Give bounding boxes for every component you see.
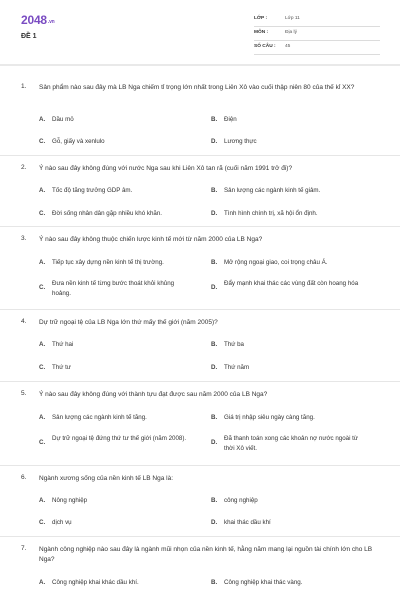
option-text: Đã thanh toán xong các khoản nợ nước ngoài từ thời Xô viết. bbox=[224, 435, 359, 452]
question-number: 4. bbox=[21, 318, 27, 325]
question-text: Ý nào sau đây không đúng với nước Nga sau khi Liên Xô tan rã (cuối năm 1991 trở đi)? bbox=[39, 165, 293, 172]
option-text: Thứ ba bbox=[224, 341, 244, 348]
exam-id: ĐỀ 1 bbox=[21, 33, 37, 40]
question-text: Ngành xương sống của nền kinh tế LB Nga là: bbox=[39, 475, 174, 482]
option-text: Sản lượng các ngành kinh tế tăng. bbox=[52, 414, 147, 421]
option-letter: C. bbox=[39, 138, 46, 145]
option-letter: D. bbox=[211, 519, 218, 526]
option-letter: A. bbox=[39, 187, 46, 194]
option-letter: A. bbox=[39, 497, 46, 504]
meta-class-label: LỚP : bbox=[254, 16, 268, 21]
question-text: Ý nào sau đây không thuộc chiến lược kinh tế mới từ năm 2000 của LB Nga? bbox=[39, 236, 263, 243]
meta-subject-label: MÔN : bbox=[254, 30, 269, 35]
question-number: 5. bbox=[21, 390, 27, 397]
header-divider bbox=[0, 64, 400, 66]
meta-class-value: Lớp 11 bbox=[285, 16, 300, 21]
option-letter: C. bbox=[39, 439, 46, 446]
question-number: 2. bbox=[21, 164, 27, 171]
option-text: Nông nghiệp bbox=[52, 497, 88, 504]
question-divider bbox=[0, 226, 400, 227]
option-text: Dự trữ ngoại tệ đứng thứ tư thế giới (năm 2008). bbox=[52, 435, 187, 442]
question-text: Dự trữ ngoại tệ của LB Nga lớn thứ mấy thế giới (năm 2005)? bbox=[39, 319, 218, 326]
option-letter: A. bbox=[39, 414, 46, 421]
meta-subject-value: Địa lý bbox=[285, 30, 297, 35]
question-divider bbox=[0, 309, 400, 310]
option-text: Dầu mỏ bbox=[52, 116, 74, 123]
option-letter: D. bbox=[211, 210, 218, 217]
question-number: 6. bbox=[21, 474, 27, 481]
option-letter: D. bbox=[211, 364, 218, 371]
option-letter: B. bbox=[211, 414, 218, 421]
option-letter: D. bbox=[211, 138, 218, 145]
option-text: Giá trị nhập siêu ngày càng tăng. bbox=[224, 414, 315, 421]
option-text: Gỗ, giấy và xenlulo bbox=[52, 138, 105, 145]
option-text: Sản lượng các ngành kinh tế giảm. bbox=[224, 187, 321, 194]
option-text: Mở rộng ngoại giao, coi trọng châu Á. bbox=[224, 259, 328, 266]
question-number: 7. bbox=[21, 545, 27, 552]
meta-class bbox=[254, 14, 380, 27]
option-text: Công nghiệp khai thác vàng. bbox=[224, 579, 303, 586]
question-divider bbox=[0, 536, 400, 537]
exam-header bbox=[0, 0, 400, 62]
logo-sub: .vn bbox=[47, 19, 55, 25]
option-text: Điện bbox=[224, 116, 237, 123]
option-text: Đẩy mạnh khai thác các vùng đất còn hoang hóa bbox=[224, 280, 359, 287]
option-letter: C. bbox=[39, 519, 46, 526]
option-text: Thứ năm bbox=[224, 364, 250, 371]
question-number: 1. bbox=[21, 83, 27, 90]
option-text: công nghiệp bbox=[224, 497, 258, 504]
meta-count bbox=[254, 42, 380, 55]
option-text: Tốc độ tăng trưởng GDP âm. bbox=[52, 187, 133, 194]
option-letter: A. bbox=[39, 116, 46, 123]
option-letter: B. bbox=[211, 187, 218, 194]
option-text: Thứ hai bbox=[52, 341, 74, 348]
option-letter: B. bbox=[211, 259, 218, 266]
option-text: Lương thực bbox=[224, 138, 257, 145]
option-letter: C. bbox=[39, 364, 46, 371]
option-text: Công nghiệp khai khác dầu khí. bbox=[52, 579, 139, 586]
option-letter: B. bbox=[211, 341, 218, 348]
option-letter: C. bbox=[39, 284, 46, 291]
option-text: Tiếp tục xây dựng nền kinh tế thị trường. bbox=[52, 259, 164, 266]
option-letter: D. bbox=[211, 439, 218, 446]
option-letter: A. bbox=[39, 341, 46, 348]
question-text: Ý nào sau đây không đúng với thành tựu đạt được sau năm 2000 của LB Nga? bbox=[39, 391, 268, 398]
option-text: Đưa nền kinh tế từng bước thoát khỏi khủng hoảng. bbox=[52, 280, 175, 297]
logo-main: 2048 bbox=[21, 13, 47, 27]
option-letter: B. bbox=[211, 497, 218, 504]
question-text: Sản phẩm nào sau đây mà LB Nga chiếm tỉ trọng lớn nhất trong Liên Xô vào cuối thập niên 80 của thế kỉ XX? bbox=[39, 84, 355, 91]
question-divider bbox=[0, 381, 400, 382]
site-logo[interactable] bbox=[21, 13, 55, 27]
meta-count-value: 45 bbox=[285, 44, 291, 49]
option-letter: D. bbox=[211, 284, 218, 291]
option-letter: B. bbox=[211, 579, 218, 586]
question-number: 3. bbox=[21, 235, 27, 242]
option-text: dịch vụ bbox=[52, 519, 72, 526]
option-text: khai thác dầu khí bbox=[224, 519, 271, 526]
question-text: Ngành công nghiệp nào sau đây là ngành mũi nhọn của nền kinh tế, hằng năm mang lại nguồn tài chính lớn cho LB Nga? bbox=[39, 546, 373, 563]
meta-subject bbox=[254, 28, 380, 41]
option-letter: A. bbox=[39, 259, 46, 266]
question-divider bbox=[0, 155, 400, 156]
option-text: Tình hình chính trị, xã hội ổn định. bbox=[224, 210, 318, 217]
option-text: Thứ tư bbox=[52, 364, 71, 371]
meta-count-label: SỐ CÂU : bbox=[254, 44, 276, 49]
question-divider bbox=[0, 465, 400, 466]
option-letter: B. bbox=[211, 116, 218, 123]
option-text: Đời sống nhân dân gặp nhiều khó khăn. bbox=[52, 210, 163, 217]
option-letter: A. bbox=[39, 579, 46, 586]
option-letter: C. bbox=[39, 210, 46, 217]
